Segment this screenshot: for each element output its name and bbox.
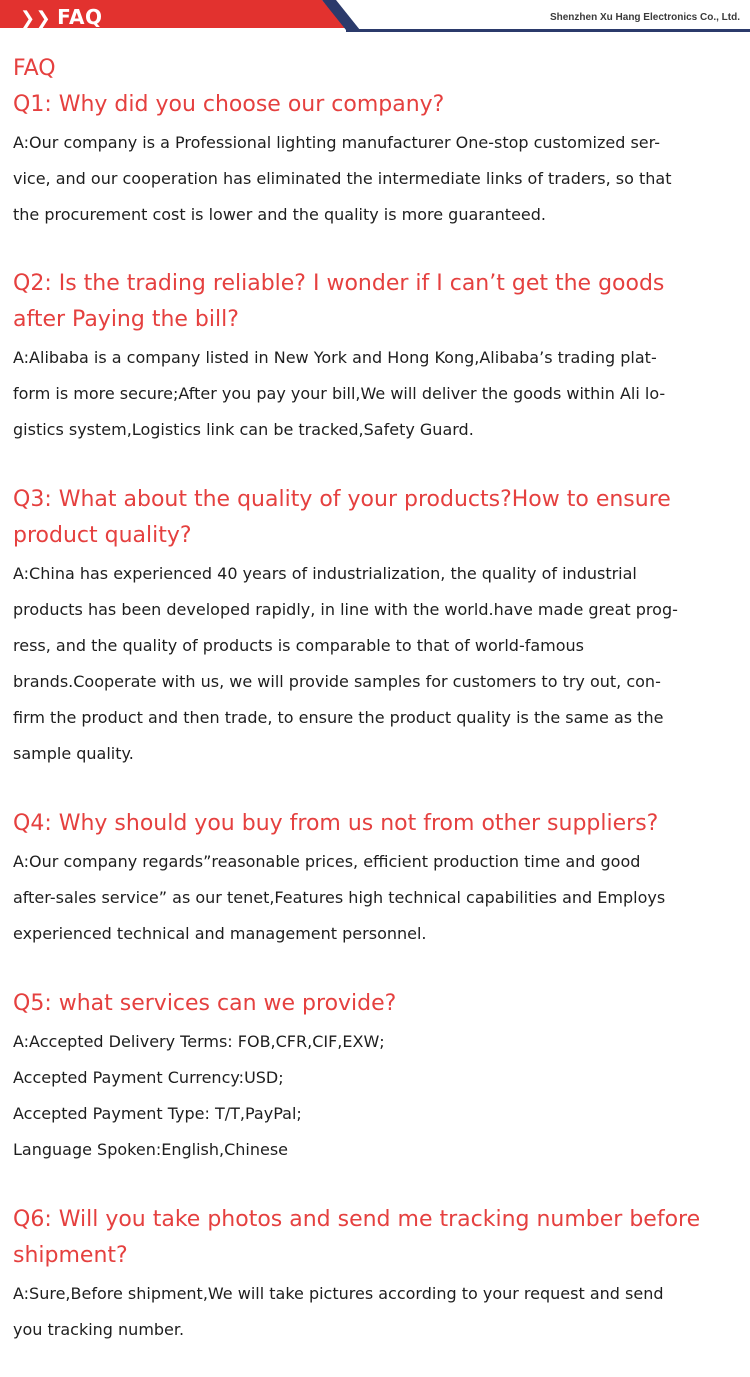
question-line: Q5: what services can we provide? [13,991,397,1016]
faq-question-6 [13,1202,743,1274]
faq-answer-2 [13,340,747,448]
answer-line: Language Spoken:English,Chinese [13,1140,288,1159]
answer-line: Accepted Payment Currency:USD; [13,1068,284,1087]
faq-question-3 [13,482,743,554]
faq-question-1 [13,87,743,123]
answer-line: gistics system,Logistics link can be tracked,Safety Guard. [13,420,474,439]
double-chevron-icon: ❯❯ [20,8,52,29]
answer-line: the procurement cost is lower and the quality is more guaranteed. [13,205,547,224]
question-line: after Paying the bill? [13,307,239,332]
answer-line: form is more secure;After you pay your bill,We will deliver the goods within Ali lo- [13,384,666,403]
faq-answer-3 [13,556,747,772]
answer-line: A:China has experienced 40 years of industrialization, the quality of industrial [13,564,637,583]
answer-line: A:Sure,Before shipment,We will take pictures according to your request and send [13,1284,664,1303]
answer-line: A:Accepted Delivery Terms: FOB,CFR,CIF,EXW; [13,1032,385,1051]
question-line: Q3: What about the quality of your products?How to ensure [13,487,671,512]
faq-question-2 [13,266,743,338]
question-line: product quality? [13,523,192,548]
question-line: Q6: Will you take photos and send me tracking number before [13,1207,701,1232]
answer-line: products has been developed rapidly, in line with the world.have made great prog- [13,600,678,619]
answer-line: brands.Cooperate with us, we will provide samples for customers to try out, con- [13,672,661,691]
faq-answer-4 [13,844,747,952]
faq-heading: FAQ [13,56,56,81]
question-line: Q4: Why should you buy from us not from other suppliers? [13,811,659,836]
company-name: Shenzhen Xu Hang Electronics Co., Ltd. [549,12,740,23]
header-title-text: FAQ [57,5,103,29]
answer-line: vice, and our cooperation has eliminated the intermediate links of traders, so that [13,169,672,188]
answer-line: experienced technical and management personnel. [13,924,427,943]
question-line: Q2: Is the trading reliable? I wonder if I can’t get the goods [13,271,665,296]
answer-line: A:Alibaba is a company listed in New York and Hong Kong,Alibaba’s trading plat- [13,348,657,367]
faq-question-4 [13,806,743,842]
answer-line: you tracking number. [13,1320,185,1339]
faq-answer-6 [13,1276,747,1348]
answer-line: firm the product and then trade, to ensure the product quality is the same as the [13,708,664,727]
answer-line: Accepted Payment Type: T/T,PayPal; [13,1104,302,1123]
answer-line: sample quality. [13,744,134,763]
faq-answer-5 [13,1024,747,1168]
header-banner [0,0,750,34]
faq-question-5 [13,986,743,1022]
answer-line: ress, and the quality of products is comparable to that of world-famous [13,636,584,655]
question-line: shipment? [13,1243,128,1268]
header-title [20,2,103,32]
answer-line: A:Our company is a Professional lighting manufacturer One-stop customized ser- [13,133,660,152]
faq-answer-1 [13,125,747,233]
question-line: Q1: Why did you choose our company? [13,92,445,117]
answer-line: A:Our company regards”reasonable prices, efficient production time and good [13,852,641,871]
answer-line: after-sales service” as our tenet,Features high technical capabilities and Employs [13,888,666,907]
